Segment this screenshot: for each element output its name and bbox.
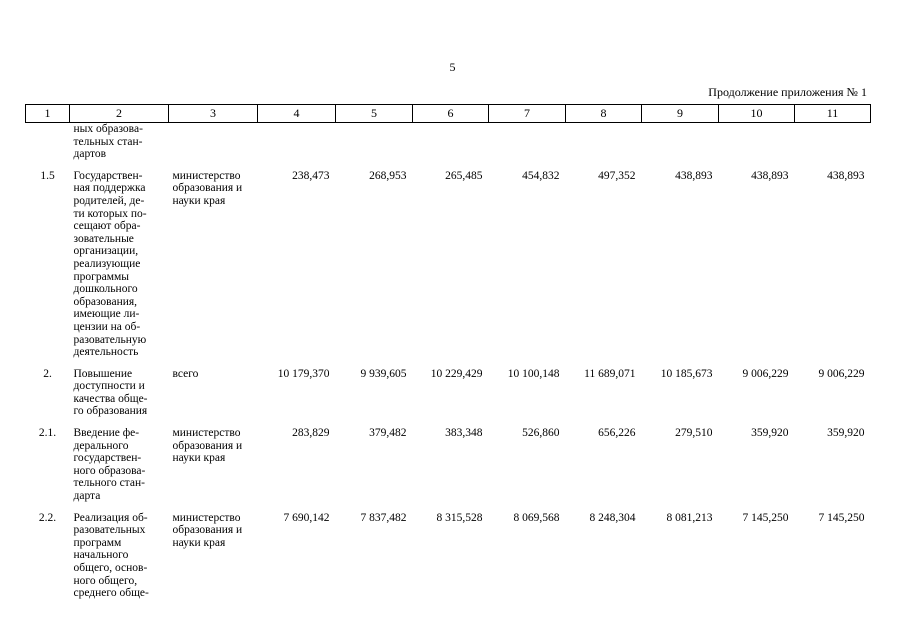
responsible-executor bbox=[169, 503, 258, 600]
funding-value: 8 248,304 bbox=[589, 511, 636, 524]
funding-value bbox=[719, 123, 795, 161]
measure-name bbox=[70, 359, 169, 418]
responsible-executor bbox=[169, 359, 258, 418]
funding-value: 10 179,370 bbox=[277, 367, 330, 380]
funding-value: 656,226 bbox=[598, 427, 636, 440]
funding-value: 454,832 bbox=[522, 169, 560, 182]
funding-value: 9 939,605 bbox=[360, 367, 407, 380]
measure-name-line: тельного стан- bbox=[73, 477, 145, 490]
measure-name-line: ная поддержка bbox=[73, 182, 146, 195]
column-header: 2 bbox=[70, 105, 169, 123]
funding-value: 7 145,250 bbox=[818, 511, 865, 524]
table-row bbox=[26, 359, 871, 418]
measure-name-line: Введение фе- bbox=[73, 427, 140, 440]
measure-name-line: тельных стан- bbox=[73, 135, 143, 148]
measure-name-line: организации, bbox=[73, 245, 139, 258]
funding-value: 10 229,429 bbox=[430, 367, 483, 380]
measure-name-line: имеющие ли- bbox=[73, 308, 140, 321]
responsible-executor-line: образования и bbox=[172, 439, 243, 452]
measure-name-line: ного общего, bbox=[73, 574, 138, 587]
measure-name-line: дартов bbox=[73, 148, 107, 161]
funding-value: 379,482 bbox=[369, 427, 407, 440]
funding-value: 238,473 bbox=[292, 169, 330, 182]
funding-value: 526,860 bbox=[522, 427, 560, 440]
funding-value bbox=[413, 123, 489, 161]
funding-value: 10 185,673 bbox=[660, 367, 713, 380]
page-number: 5 bbox=[449, 60, 456, 74]
column-header: 7 bbox=[489, 105, 566, 123]
responsible-executor bbox=[169, 161, 258, 359]
measure-name-line: доступности и bbox=[73, 380, 145, 393]
funding-value: 359,920 bbox=[751, 427, 789, 440]
row-number: 1.5 bbox=[40, 169, 55, 182]
table-header-row bbox=[26, 105, 871, 123]
table-row bbox=[26, 503, 871, 600]
column-header: 6 bbox=[413, 105, 489, 123]
measure-name-line: государствен- bbox=[73, 452, 142, 465]
funding-value: 11 689,071 bbox=[584, 367, 636, 380]
measure-name-line: программ bbox=[73, 536, 122, 549]
table-row bbox=[26, 123, 871, 161]
measure-name-line: разовательную bbox=[73, 333, 147, 346]
funding-value: 7 145,250 bbox=[742, 511, 789, 524]
appendix-continuation-label: Продолжение приложения № 1 bbox=[708, 85, 867, 99]
funding-value bbox=[489, 123, 566, 161]
funding-value: 283,829 bbox=[292, 427, 330, 440]
responsible-executor-line: всего bbox=[172, 367, 199, 380]
column-header: 8 bbox=[566, 105, 642, 123]
measure-name-line: образования, bbox=[73, 295, 138, 308]
funding-value bbox=[566, 123, 642, 161]
funding-value: 359,920 bbox=[827, 427, 865, 440]
responsible-executor-line: науки края bbox=[172, 452, 226, 465]
budget-table bbox=[25, 104, 871, 600]
funding-value: 438,893 bbox=[827, 169, 865, 182]
responsible-executor-line: образования и bbox=[172, 182, 243, 195]
row-number: 2. bbox=[43, 367, 52, 380]
measure-name-line: Повышение bbox=[73, 367, 133, 380]
measure-name-line: начального bbox=[73, 549, 129, 562]
measure-name-line: разовательных bbox=[73, 524, 146, 537]
table-row bbox=[26, 418, 871, 503]
measure-name-line: зовательные bbox=[73, 232, 134, 245]
measure-name bbox=[70, 123, 169, 161]
column-header: 9 bbox=[642, 105, 719, 123]
funding-value: 7 837,482 bbox=[360, 511, 407, 524]
measure-name-line: ти которых по- bbox=[73, 207, 147, 220]
column-header: 11 bbox=[795, 105, 871, 123]
funding-value: 7 690,142 bbox=[283, 511, 330, 524]
funding-value: 10 100,148 bbox=[507, 367, 560, 380]
funding-value: 438,893 bbox=[675, 169, 713, 182]
responsible-executor bbox=[169, 418, 258, 503]
responsible-executor-line: министерство bbox=[172, 427, 241, 440]
column-header: 4 bbox=[258, 105, 336, 123]
funding-value: 497,352 bbox=[598, 169, 636, 182]
measure-name-line: сещают обра- bbox=[73, 220, 141, 233]
measure-name-line: родителей, де- bbox=[73, 194, 145, 207]
funding-value bbox=[795, 123, 871, 161]
row-number: 2.1. bbox=[38, 427, 57, 440]
measure-name bbox=[70, 503, 169, 600]
column-header: 10 bbox=[719, 105, 795, 123]
funding-value: 8 069,568 bbox=[513, 511, 560, 524]
funding-value: 9 006,229 bbox=[818, 367, 865, 380]
responsible-executor-line: образования и bbox=[172, 524, 243, 537]
measure-name-line: ного образова- bbox=[73, 464, 146, 477]
funding-value: 9 006,229 bbox=[742, 367, 789, 380]
measure-name-line: качества обще- bbox=[73, 392, 148, 405]
funding-value bbox=[642, 123, 719, 161]
measure-name-line: ных образова- bbox=[73, 123, 143, 135]
measure-name-line: общего, основ- bbox=[73, 562, 148, 574]
measure-name-line: дерального bbox=[73, 439, 129, 452]
funding-value: 279,510 bbox=[675, 427, 713, 440]
column-header: 3 bbox=[169, 105, 258, 123]
measure-name-line: деятельность bbox=[73, 346, 139, 359]
measure-name-line: дошкольного bbox=[73, 283, 138, 296]
measure-name-line: Реализация об- bbox=[73, 511, 148, 524]
responsible-executor-line: науки края bbox=[172, 194, 226, 207]
funding-value: 438,893 bbox=[751, 169, 789, 182]
funding-value bbox=[336, 123, 413, 161]
measure-name bbox=[70, 161, 169, 359]
measure-name-line: го образования bbox=[73, 405, 148, 418]
funding-value: 383,348 bbox=[445, 427, 483, 440]
row-number bbox=[26, 123, 70, 161]
table-row bbox=[26, 161, 871, 359]
funding-value bbox=[258, 123, 336, 161]
row-number: 2.2. bbox=[38, 511, 57, 524]
measure-name bbox=[70, 418, 169, 503]
measure-name-line: реализующие bbox=[73, 257, 141, 270]
funding-value: 8 081,213 bbox=[666, 511, 713, 524]
measure-name-line: программы bbox=[73, 270, 130, 283]
responsible-executor-line: науки края bbox=[172, 536, 226, 549]
column-header: 1 bbox=[26, 105, 70, 123]
funding-value: 265,485 bbox=[445, 169, 483, 182]
responsible-executor-line: министерство bbox=[172, 169, 241, 182]
measure-name-line: цензии на об- bbox=[73, 320, 141, 333]
column-header: 5 bbox=[336, 105, 413, 123]
funding-value: 268,953 bbox=[369, 169, 407, 182]
measure-name-line: дарта bbox=[73, 490, 101, 503]
responsible-executor-line: министерство bbox=[172, 511, 241, 524]
measure-name-line: среднего обще- bbox=[73, 587, 149, 600]
funding-value: 8 315,528 bbox=[436, 511, 483, 524]
measure-name-line: Государствен- bbox=[73, 169, 143, 182]
responsible-executor bbox=[169, 123, 258, 161]
